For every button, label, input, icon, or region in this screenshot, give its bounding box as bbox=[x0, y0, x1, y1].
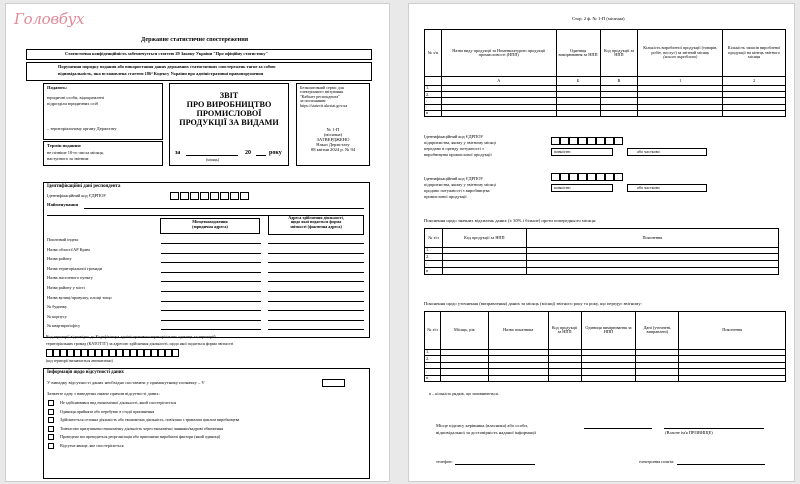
absence-reason-checkbox[interactable] bbox=[48, 409, 54, 415]
actual-address-head bbox=[268, 216, 364, 229]
lease-ident-text bbox=[424, 134, 549, 158]
table-cell[interactable] bbox=[526, 247, 778, 254]
edrpou-cell[interactable] bbox=[210, 192, 219, 200]
service-link[interactable]: https://statzvit.ukrstat.gov.ua bbox=[300, 102, 348, 108]
period-month-field[interactable] bbox=[186, 155, 238, 156]
sale-edrpou-cell[interactable] bbox=[560, 173, 569, 181]
table-cell[interactable] bbox=[442, 247, 526, 254]
absence-reason-checkbox[interactable] bbox=[48, 417, 54, 423]
report-title-line: ПРОМИСЛОВОЇ bbox=[196, 108, 262, 118]
table-cell[interactable] bbox=[526, 254, 778, 261]
production-code-cell: В bbox=[600, 77, 638, 86]
actual-address-field[interactable] bbox=[268, 272, 364, 273]
service-line: електронного звітування bbox=[300, 89, 344, 95]
legal-address-head-line: Місцезнаходження bbox=[192, 219, 228, 224]
actual-address-field[interactable] bbox=[268, 291, 364, 292]
legal-address-field[interactable] bbox=[161, 272, 261, 273]
katottg-cell[interactable] bbox=[109, 349, 116, 357]
edrpou-cell[interactable] bbox=[220, 192, 229, 200]
address-field-label: Назва області/АР Крим bbox=[47, 246, 90, 252]
correction-col-header: Пояснення bbox=[679, 312, 786, 350]
report-title-line: ЗВІТ bbox=[219, 91, 239, 100]
period-prefix: за bbox=[175, 150, 181, 156]
katottg-cell[interactable] bbox=[60, 349, 67, 357]
table-cell[interactable] bbox=[556, 110, 600, 116]
period-suffix: року bbox=[269, 150, 282, 156]
actual-address-head-line: щодо якої подається форма bbox=[290, 219, 342, 225]
row-number: n bbox=[425, 110, 442, 116]
service-line: за посиланням bbox=[300, 98, 326, 104]
sale-edrpou-cell[interactable] bbox=[614, 173, 623, 181]
table-cell[interactable] bbox=[442, 268, 526, 275]
violation-text-2: відповідальність, яка встановлена статтею 186³ Кодексу України про адміністративні правопорушення bbox=[58, 71, 264, 76]
legal-address-field[interactable] bbox=[161, 291, 261, 292]
report-title-line: ПРОДУКЦІЇ ЗА ВИДАМИ bbox=[179, 117, 279, 127]
sale-ident-text bbox=[424, 176, 549, 200]
signature-label-2: відповідальної за достовірність наданої інформації bbox=[436, 430, 536, 435]
actual-address-field[interactable] bbox=[268, 310, 364, 311]
form-title: Державне статистичне спостереження bbox=[141, 36, 249, 43]
production-col-header: Код продукції за НПП bbox=[600, 30, 638, 77]
absence-reason-checkbox[interactable] bbox=[48, 426, 54, 432]
table-cell[interactable] bbox=[679, 375, 786, 381]
absence-reason-text: Одиниця прийнята або перебуває в стадії припинення bbox=[60, 408, 155, 414]
katottg-cell[interactable] bbox=[102, 349, 109, 357]
address-field-label: Назва населеного пункту bbox=[47, 275, 93, 281]
respondent-box bbox=[43, 182, 370, 338]
katottg-note: (код території визначається автоматично) bbox=[46, 359, 113, 363]
edrpou-cell[interactable] bbox=[190, 192, 199, 200]
signature-label-1: Місце підпису керівника (власника) або особи, bbox=[436, 423, 528, 428]
actual-address-field[interactable] bbox=[268, 301, 364, 302]
lease-ident-line: виробництва промислової продукції bbox=[424, 151, 492, 157]
deviation-title: Пояснення щодо значних відхилень даних (± 30% і більше) проти попереднього місяця: bbox=[424, 218, 597, 223]
legal-address-head bbox=[160, 220, 260, 229]
lease-full-label: повністю bbox=[554, 149, 571, 154]
form-page-2 bbox=[408, 3, 795, 482]
respondent-head: Ідентифікаційні дані респондента bbox=[47, 184, 121, 189]
table-row bbox=[425, 254, 779, 261]
table-cell[interactable] bbox=[600, 110, 638, 116]
row-number: 1. bbox=[425, 247, 443, 254]
katottg-text-2: територіальних громад (КАТОТТГ) за адресою здійснення діяльності, щодо якої подається форма звітності bbox=[46, 341, 234, 346]
sale-ident-line: підприємства, якому у звітному місяці bbox=[424, 181, 496, 187]
production-col-header bbox=[638, 30, 723, 77]
lease-ident-line: передано в оренду потужності з bbox=[424, 145, 484, 151]
lease-edrpou-cell[interactable] bbox=[596, 137, 605, 145]
period-note: (місяць) bbox=[206, 158, 220, 162]
row-number: 2. bbox=[425, 356, 441, 362]
row-number: 1. bbox=[425, 86, 442, 92]
service-line: "Кабінет респондента" bbox=[300, 93, 340, 99]
table-cell[interactable] bbox=[548, 375, 581, 381]
submitters-box bbox=[43, 83, 163, 140]
katottg-cell[interactable] bbox=[137, 349, 144, 357]
table-cell[interactable] bbox=[440, 375, 488, 381]
table-row bbox=[425, 261, 779, 268]
submitters-line: – територіальному органу Держстату bbox=[47, 126, 117, 131]
table-cell[interactable] bbox=[638, 110, 723, 116]
address-field-label: № корпусу bbox=[47, 313, 67, 319]
page2-header: Стор. 2 ф. № 1-П (місячна) bbox=[572, 16, 625, 21]
lease-edrpou-cell[interactable] bbox=[578, 137, 587, 145]
katottg-cell[interactable] bbox=[46, 349, 53, 357]
production-code-cell: 1 bbox=[638, 77, 723, 86]
phone-label: телефон: bbox=[436, 459, 453, 464]
table-row bbox=[425, 375, 786, 381]
email-label: електронна пошта: bbox=[639, 459, 675, 464]
table-row bbox=[425, 268, 779, 275]
form-approval bbox=[296, 128, 370, 153]
deadline-head: Термін подання: bbox=[47, 143, 82, 148]
correction-col-header: Одиниця вимірювання за НПП bbox=[581, 312, 636, 350]
row-number: 1. bbox=[425, 349, 441, 355]
deviation-table bbox=[424, 228, 779, 275]
katottg-cell[interactable] bbox=[158, 349, 165, 357]
legal-address-field[interactable] bbox=[161, 310, 261, 311]
sale-edrpou-cell[interactable] bbox=[551, 173, 560, 181]
lease-edrpou-cell[interactable] bbox=[551, 137, 560, 145]
row-number: : bbox=[425, 98, 442, 104]
legal-address-field[interactable] bbox=[161, 301, 261, 302]
edrpou-label: Ідентифікаційний код ЄДРПОУ bbox=[47, 193, 107, 198]
row-number: : bbox=[425, 369, 441, 375]
deviation-col-header: Код продукції за НПП bbox=[442, 229, 526, 248]
production-code-cell: Б bbox=[556, 77, 600, 86]
lease-ident-line: Ідентифікаційний код ЄДРПОУ bbox=[424, 134, 484, 139]
report-title-line: ПРО ВИРОБНИЦТВО bbox=[186, 99, 272, 109]
legal-address-field[interactable] bbox=[161, 320, 261, 321]
submitters-head: Подають: bbox=[47, 85, 68, 90]
absence-reason-label: Зазначте одну з наведених нижче причин відсутності даних: bbox=[47, 391, 160, 396]
deadline-line: не пізніше 10-го числа місяця, bbox=[47, 150, 104, 155]
signature-field[interactable] bbox=[584, 428, 652, 429]
katottg-cell[interactable] bbox=[151, 349, 158, 357]
row-number: 2. bbox=[425, 254, 443, 261]
table-cell[interactable] bbox=[441, 110, 556, 116]
katottg-cell[interactable] bbox=[74, 349, 81, 357]
signer-name-label: (Власне ім'я ПРІЗВИЩЕ) bbox=[665, 430, 713, 435]
row-number: n bbox=[425, 375, 441, 381]
sale-edrpou-cell[interactable] bbox=[596, 173, 605, 181]
production-table bbox=[424, 29, 786, 117]
production-col-header-text: Кількість виробленої продукції (товарів, робіт, послуг) за звітний місяць bbox=[643, 45, 718, 55]
legal-address-field[interactable] bbox=[161, 329, 261, 330]
actual-address-head-line: Адреса здійснення діяльності, bbox=[288, 215, 344, 220]
table-cell[interactable] bbox=[526, 261, 778, 268]
katottg-cell[interactable] bbox=[95, 349, 102, 357]
sale-edrpou-cell[interactable] bbox=[587, 173, 596, 181]
lease-edrpou-cell[interactable] bbox=[569, 137, 578, 145]
katottg-cell[interactable] bbox=[123, 349, 130, 357]
submitters-line: юридичні особи, відокремлені bbox=[47, 95, 104, 100]
actual-address-field[interactable] bbox=[268, 329, 364, 330]
lease-edrpou-cell[interactable] bbox=[587, 137, 596, 145]
email-field[interactable] bbox=[677, 464, 765, 465]
table-row bbox=[425, 110, 786, 116]
actual-address-field[interactable] bbox=[268, 253, 364, 254]
katottg-text-1: Код території відповідно до Кодифікатора адміністративно-територіальних одиниць та територій bbox=[46, 334, 216, 339]
sale-ident-line: промислової продукції bbox=[424, 193, 467, 199]
sale-full-label: повністю bbox=[554, 185, 571, 190]
row-number: : bbox=[425, 261, 443, 268]
absence-checkbox[interactable] bbox=[322, 379, 345, 387]
correction-col-header: Код продукції за НПП bbox=[548, 312, 581, 350]
production-code-cell: 2 bbox=[723, 77, 786, 86]
correction-col-header: № з/п bbox=[425, 312, 441, 350]
katottg-cell[interactable] bbox=[81, 349, 88, 357]
row-number: : bbox=[425, 362, 441, 368]
form-date: 08 квітня 2024 р. № 94 bbox=[310, 146, 356, 152]
production-col-header: Кількість запасів виробленої продукції на кінець звітного місяця bbox=[723, 30, 786, 77]
absence-reason-checkbox[interactable] bbox=[48, 434, 54, 440]
address-field-label: № квартири/офісу bbox=[47, 323, 81, 329]
edrpou-cell[interactable] bbox=[240, 192, 249, 200]
absence-reason-checkbox[interactable] bbox=[48, 443, 54, 449]
production-col-subnote: (всього вироблено) bbox=[663, 54, 698, 60]
edrpou-cell[interactable] bbox=[200, 192, 209, 200]
table-cell[interactable] bbox=[581, 375, 636, 381]
actual-address-field[interactable] bbox=[268, 243, 364, 244]
actual-address-head-line: звітності (фактична адреса) bbox=[290, 223, 342, 229]
correction-col-header: Назва показника bbox=[488, 312, 548, 350]
absence-reason-text: Не здійснювався вид економічної діяльності, який спостерігається bbox=[60, 400, 177, 405]
logo: Головбух bbox=[14, 10, 85, 28]
address-field-label: Назва району у місті bbox=[47, 285, 85, 290]
deviation-col-header: Пояснення bbox=[526, 229, 778, 248]
legal-address-field[interactable] bbox=[161, 253, 261, 254]
sale-edrpou-cell[interactable] bbox=[605, 173, 614, 181]
address-field-label: Назва вулиці/провулку, площі тощо bbox=[47, 294, 112, 300]
phone-field[interactable] bbox=[455, 464, 535, 465]
katottg-cell[interactable] bbox=[116, 349, 123, 357]
row-number: : bbox=[425, 104, 442, 110]
lease-ident-line: підприємства, якому у звітному місяці bbox=[424, 139, 496, 145]
form-page-1 bbox=[5, 3, 390, 482]
correction-title: Пояснення щодо уточнення (виправлення) даних за місяць (місяці) звітного року та року, що передує звітному: bbox=[424, 301, 642, 306]
period-year-field[interactable] bbox=[256, 155, 266, 156]
deviation-rows bbox=[425, 247, 779, 274]
katottg-cell[interactable] bbox=[144, 349, 151, 357]
production-code-cell: А bbox=[441, 77, 556, 86]
address-field-label: Назва територіальної громади bbox=[47, 265, 103, 271]
katottg-cell[interactable] bbox=[130, 349, 137, 357]
absence-reason-checkbox[interactable] bbox=[48, 400, 54, 406]
table-cell[interactable] bbox=[526, 268, 778, 275]
correction-table bbox=[424, 311, 786, 382]
katottg-cell[interactable] bbox=[88, 349, 95, 357]
sale-ident-line: Ідентифікаційний код ЄДРПОУ bbox=[424, 176, 484, 181]
name-label: Найменування bbox=[47, 202, 79, 207]
name-field[interactable] bbox=[84, 208, 364, 209]
rows-note: n – кількість рядків, що заповнюються. bbox=[429, 391, 499, 396]
katottg-cell[interactable] bbox=[165, 349, 172, 357]
production-col-header: № з/п bbox=[425, 30, 442, 77]
katottg-cell[interactable] bbox=[172, 349, 179, 357]
absence-reason-text: Відсутнє явище, яке спостерігається bbox=[60, 443, 124, 448]
actual-address-field[interactable] bbox=[268, 320, 364, 321]
row-number: 2. bbox=[425, 92, 442, 98]
lease-part-label: або частково bbox=[637, 149, 660, 154]
address-field-label: Назва району bbox=[47, 256, 72, 262]
table-row bbox=[425, 247, 779, 254]
sale-edrpou-cell[interactable] bbox=[578, 173, 587, 181]
period-year-prefix: 20 bbox=[245, 150, 251, 156]
katottg-cell[interactable] bbox=[53, 349, 60, 357]
correction-col-header: Місяць, рік bbox=[440, 312, 488, 350]
form-approved: ЗАТВЕРДЖЕНО bbox=[316, 136, 350, 142]
sale-part-label: або частково bbox=[637, 185, 660, 190]
production-code-cell bbox=[425, 77, 442, 86]
deadline-line: наступного за звітним bbox=[47, 156, 89, 161]
confidentiality-text: Статистична конфіденційність забезпечується статтею 29 Закону України "Про офіційну статистику" bbox=[65, 51, 269, 56]
legal-address-field[interactable] bbox=[161, 262, 261, 263]
edrpou-cell[interactable] bbox=[230, 192, 239, 200]
report-title bbox=[169, 92, 289, 127]
service-info bbox=[300, 86, 370, 108]
absence-reason-text: Здійснюється сезонна діяльність або економічна діяльність, пов'язана з тривалим циклом виробництва bbox=[60, 417, 240, 423]
form-frequency: (місячна) bbox=[323, 131, 343, 137]
katottg-cell[interactable] bbox=[67, 349, 74, 357]
sale-edrpou-cell[interactable] bbox=[569, 173, 578, 181]
absence-reason-text: Тимчасово призупинено економічну діяльність через економічні чинники/кадрові обмеження bbox=[60, 425, 224, 431]
form-order: Наказ Держстату bbox=[316, 141, 350, 147]
submitters-line: підрозділи юридичних осіб bbox=[47, 101, 99, 106]
legal-address-head-line: (юридична адреса) bbox=[192, 223, 228, 229]
edrpou-cell[interactable] bbox=[180, 192, 189, 200]
form-number: № 1-П bbox=[326, 127, 340, 132]
absence-reason-text: Проведено ми проводиться реорганізація або припинено виробничі фактори (який одиниці) bbox=[60, 434, 221, 440]
table-cell[interactable] bbox=[442, 254, 526, 261]
correction-rows bbox=[425, 349, 786, 381]
legal-address-field[interactable] bbox=[161, 243, 261, 244]
lease-edrpou-cell[interactable] bbox=[614, 137, 623, 145]
service-line: Безкоштовний сервіс для bbox=[300, 85, 344, 90]
table-cell[interactable] bbox=[488, 375, 548, 381]
actual-address-field[interactable] bbox=[268, 262, 364, 263]
deviation-col-header: № з/п bbox=[425, 229, 443, 248]
violation-text-1: Порушення порядку подання або використання даних державних статистичних спостережень тягне за собою bbox=[58, 64, 276, 69]
actual-address-field[interactable] bbox=[268, 281, 364, 282]
table-cell[interactable] bbox=[442, 261, 526, 268]
signer-name-field[interactable] bbox=[664, 428, 764, 429]
absence-head: Інформація щодо відсутності даних bbox=[47, 370, 124, 375]
table-cell[interactable] bbox=[636, 375, 679, 381]
legal-address-field[interactable] bbox=[161, 281, 261, 282]
lease-edrpou-cell[interactable] bbox=[605, 137, 614, 145]
table-cell[interactable] bbox=[723, 110, 786, 116]
address-field-label: Поштовий індекс bbox=[47, 237, 79, 242]
row-number: n bbox=[425, 268, 443, 275]
lease-edrpou-cell[interactable] bbox=[560, 137, 569, 145]
absence-line: У випадку відсутності даних необхідно поставити у прямокутнику позначку – V bbox=[47, 380, 205, 385]
address-field-label: № будинку bbox=[47, 304, 68, 310]
production-col-header: Назва виду продукції за Номенклатурою продукції промисловості (НПП) bbox=[441, 30, 556, 77]
edrpou-cell[interactable] bbox=[170, 192, 179, 200]
correction-col-header: Дані (уточнені, виправлені) bbox=[636, 312, 679, 350]
production-rows bbox=[425, 86, 786, 117]
production-col-header: Одиниця вимірювання за НПП bbox=[556, 30, 600, 77]
sale-ident-line: продано потужності з виробництва bbox=[424, 187, 490, 193]
